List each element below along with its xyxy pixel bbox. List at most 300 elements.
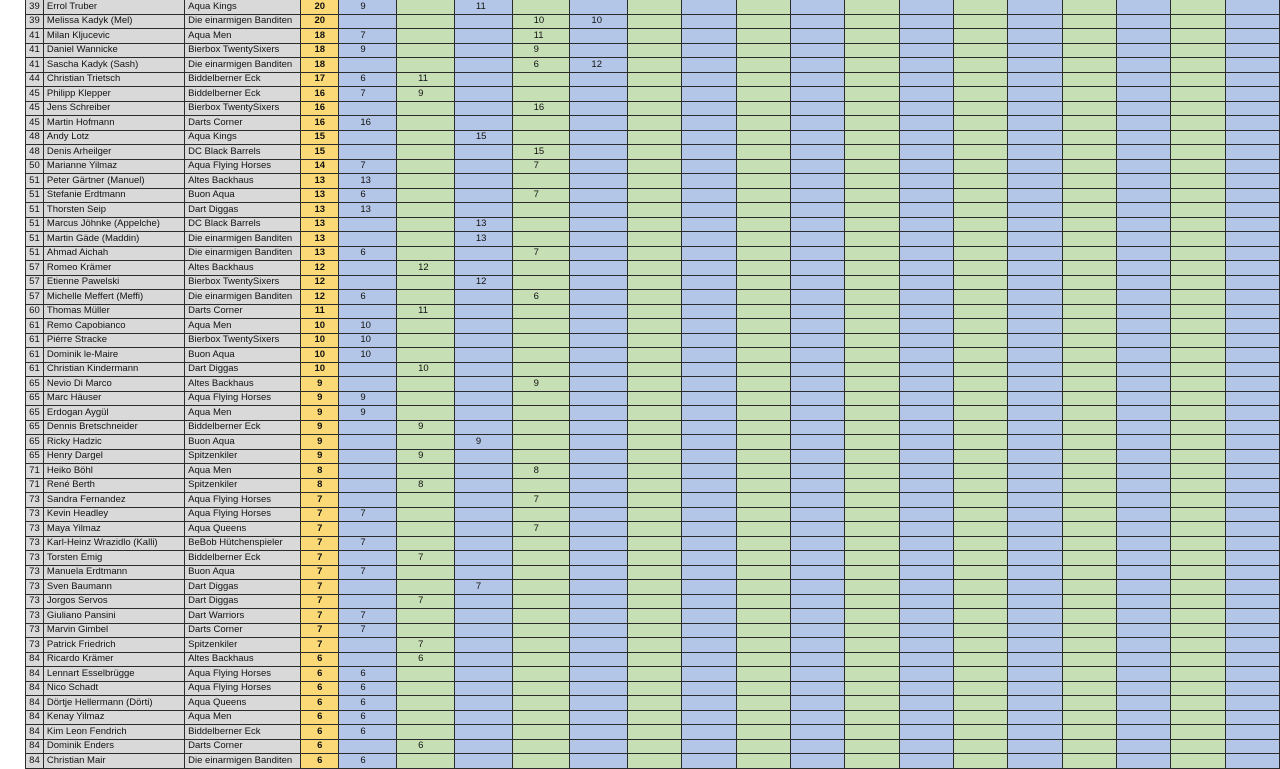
round-score-cell[interactable]: [397, 174, 455, 189]
team-cell[interactable]: Darts Corner: [185, 739, 301, 754]
round-score-cell[interactable]: [1225, 130, 1279, 145]
round-score-cell[interactable]: 11: [397, 304, 455, 319]
round-score-cell[interactable]: [628, 290, 682, 305]
rank-cell[interactable]: 61: [26, 362, 44, 377]
round-score-cell[interactable]: [1062, 217, 1116, 232]
round-score-cell[interactable]: [1116, 261, 1170, 276]
round-score-cell[interactable]: [682, 406, 736, 421]
rank-cell[interactable]: 51: [26, 246, 44, 261]
round-score-cell[interactable]: [954, 174, 1008, 189]
rank-cell[interactable]: 84: [26, 696, 44, 711]
round-score-cell[interactable]: [628, 333, 682, 348]
rank-cell[interactable]: 65: [26, 377, 44, 392]
round-score-cell[interactable]: [954, 652, 1008, 667]
team-cell[interactable]: Biddelberner Eck: [185, 87, 301, 102]
round-score-cell[interactable]: 10: [339, 348, 397, 363]
round-score-cell[interactable]: [791, 594, 845, 609]
round-score-cell[interactable]: 6: [339, 290, 397, 305]
round-score-cell[interactable]: [954, 304, 1008, 319]
round-score-cell[interactable]: [628, 449, 682, 464]
total-points-cell[interactable]: 6: [301, 667, 339, 682]
round-score-cell[interactable]: [1171, 710, 1225, 725]
round-score-cell[interactable]: [397, 565, 455, 580]
total-points-cell[interactable]: 12: [301, 261, 339, 276]
player-name-cell[interactable]: Melissa Kadyk (Mel): [43, 14, 184, 29]
round-score-cell[interactable]: [570, 145, 628, 160]
round-score-cell[interactable]: [954, 348, 1008, 363]
round-score-cell[interactable]: [339, 478, 397, 493]
round-score-cell[interactable]: [1225, 739, 1279, 754]
round-score-cell[interactable]: [954, 536, 1008, 551]
round-score-cell[interactable]: [1116, 696, 1170, 711]
round-score-cell[interactable]: [1225, 391, 1279, 406]
round-score-cell[interactable]: [791, 362, 845, 377]
round-score-cell[interactable]: [628, 304, 682, 319]
round-score-cell[interactable]: [570, 725, 628, 740]
round-score-cell[interactable]: [1225, 638, 1279, 653]
round-score-cell[interactable]: [570, 87, 628, 102]
round-score-cell[interactable]: [791, 435, 845, 450]
total-points-cell[interactable]: 7: [301, 580, 339, 595]
round-score-cell[interactable]: [628, 464, 682, 479]
round-score-cell[interactable]: [1171, 0, 1225, 14]
team-cell[interactable]: Aqua Kings: [185, 0, 301, 14]
round-score-cell[interactable]: [899, 130, 953, 145]
round-score-cell[interactable]: [454, 319, 512, 334]
round-score-cell[interactable]: [682, 754, 736, 769]
team-cell[interactable]: Aqua Queens: [185, 522, 301, 537]
total-points-cell[interactable]: 6: [301, 725, 339, 740]
round-score-cell[interactable]: [1062, 14, 1116, 29]
team-cell[interactable]: Biddelberner Eck: [185, 551, 301, 566]
round-score-cell[interactable]: [845, 87, 899, 102]
rank-cell[interactable]: 51: [26, 232, 44, 247]
round-score-cell[interactable]: [570, 478, 628, 493]
round-score-cell[interactable]: [845, 464, 899, 479]
total-points-cell[interactable]: 9: [301, 391, 339, 406]
round-score-cell[interactable]: [899, 696, 953, 711]
round-score-cell[interactable]: [736, 536, 790, 551]
team-cell[interactable]: DC Black Barrels: [185, 145, 301, 160]
round-score-cell[interactable]: [339, 58, 397, 73]
round-score-cell[interactable]: [682, 87, 736, 102]
round-score-cell[interactable]: [899, 275, 953, 290]
team-cell[interactable]: Bierbox TwentySixers: [185, 43, 301, 58]
player-name-cell[interactable]: Giuliano Pansini: [43, 609, 184, 624]
round-score-cell[interactable]: [1116, 377, 1170, 392]
round-score-cell[interactable]: 7: [339, 609, 397, 624]
round-score-cell[interactable]: [899, 725, 953, 740]
round-score-cell[interactable]: [628, 391, 682, 406]
round-score-cell[interactable]: [899, 304, 953, 319]
round-score-cell[interactable]: [791, 290, 845, 305]
round-score-cell[interactable]: [954, 435, 1008, 450]
round-score-cell[interactable]: [791, 319, 845, 334]
round-score-cell[interactable]: [454, 116, 512, 131]
round-score-cell[interactable]: [1062, 681, 1116, 696]
round-score-cell[interactable]: [845, 101, 899, 116]
round-score-cell[interactable]: [736, 493, 790, 508]
round-score-cell[interactable]: 7: [339, 565, 397, 580]
round-score-cell[interactable]: [570, 420, 628, 435]
round-score-cell[interactable]: [1171, 478, 1225, 493]
round-score-cell[interactable]: [570, 72, 628, 87]
round-score-cell[interactable]: [1225, 464, 1279, 479]
round-score-cell[interactable]: [570, 348, 628, 363]
round-score-cell[interactable]: [570, 188, 628, 203]
round-score-cell[interactable]: [1225, 536, 1279, 551]
round-score-cell[interactable]: 7: [339, 623, 397, 638]
round-score-cell[interactable]: [1171, 72, 1225, 87]
total-points-cell[interactable]: 15: [301, 130, 339, 145]
round-score-cell[interactable]: 11: [397, 72, 455, 87]
round-score-cell[interactable]: [736, 522, 790, 537]
round-score-cell[interactable]: [954, 72, 1008, 87]
round-score-cell[interactable]: [1116, 29, 1170, 44]
round-score-cell[interactable]: [454, 261, 512, 276]
round-score-cell[interactable]: [512, 652, 570, 667]
round-score-cell[interactable]: [845, 58, 899, 73]
round-score-cell[interactable]: [682, 580, 736, 595]
round-score-cell[interactable]: [845, 667, 899, 682]
round-score-cell[interactable]: [845, 116, 899, 131]
round-score-cell[interactable]: [628, 536, 682, 551]
round-score-cell[interactable]: [570, 290, 628, 305]
round-score-cell[interactable]: [682, 29, 736, 44]
round-score-cell[interactable]: [899, 449, 953, 464]
round-score-cell[interactable]: [628, 580, 682, 595]
round-score-cell[interactable]: [791, 0, 845, 14]
round-score-cell[interactable]: [1171, 101, 1225, 116]
player-name-cell[interactable]: Sascha Kadyk (Sash): [43, 58, 184, 73]
round-score-cell[interactable]: [682, 391, 736, 406]
round-score-cell[interactable]: 12: [454, 275, 512, 290]
player-name-cell[interactable]: Kevin Headley: [43, 507, 184, 522]
round-score-cell[interactable]: [736, 101, 790, 116]
round-score-cell[interactable]: [339, 652, 397, 667]
round-score-cell[interactable]: [454, 681, 512, 696]
rank-cell[interactable]: 84: [26, 681, 44, 696]
round-score-cell[interactable]: [1171, 362, 1225, 377]
round-score-cell[interactable]: [1171, 551, 1225, 566]
total-points-cell[interactable]: 13: [301, 246, 339, 261]
round-score-cell[interactable]: [1171, 261, 1225, 276]
round-score-cell[interactable]: [1116, 754, 1170, 769]
round-score-cell[interactable]: [339, 362, 397, 377]
round-score-cell[interactable]: [954, 754, 1008, 769]
round-score-cell[interactable]: [454, 43, 512, 58]
round-score-cell[interactable]: [1062, 667, 1116, 682]
round-score-cell[interactable]: [1116, 435, 1170, 450]
round-score-cell[interactable]: [845, 435, 899, 450]
round-score-cell[interactable]: 7: [512, 522, 570, 537]
round-score-cell[interactable]: [1116, 507, 1170, 522]
round-score-cell[interactable]: [736, 58, 790, 73]
round-score-cell[interactable]: [512, 638, 570, 653]
team-cell[interactable]: Biddelberner Eck: [185, 420, 301, 435]
round-score-cell[interactable]: [736, 580, 790, 595]
round-score-cell[interactable]: [682, 0, 736, 14]
round-score-cell[interactable]: [736, 159, 790, 174]
round-score-cell[interactable]: [1225, 261, 1279, 276]
team-cell[interactable]: Buon Aqua: [185, 565, 301, 580]
round-score-cell[interactable]: 6: [397, 739, 455, 754]
round-score-cell[interactable]: [1225, 710, 1279, 725]
rank-cell[interactable]: 84: [26, 667, 44, 682]
round-score-cell[interactable]: [1008, 217, 1062, 232]
round-score-cell[interactable]: [1171, 203, 1225, 218]
round-score-cell[interactable]: [791, 377, 845, 392]
round-score-cell[interactable]: [1008, 580, 1062, 595]
round-score-cell[interactable]: 7: [512, 246, 570, 261]
round-score-cell[interactable]: [899, 565, 953, 580]
round-score-cell[interactable]: [1062, 72, 1116, 87]
round-score-cell[interactable]: [512, 696, 570, 711]
team-cell[interactable]: Buon Aqua: [185, 435, 301, 450]
total-points-cell[interactable]: 13: [301, 232, 339, 247]
round-score-cell[interactable]: [899, 551, 953, 566]
team-cell[interactable]: Altes Backhaus: [185, 174, 301, 189]
round-score-cell[interactable]: [899, 159, 953, 174]
team-cell[interactable]: Die einarmigen Banditen: [185, 58, 301, 73]
total-points-cell[interactable]: 13: [301, 203, 339, 218]
player-name-cell[interactable]: Heiko Böhl: [43, 464, 184, 479]
round-score-cell[interactable]: [1116, 638, 1170, 653]
round-score-cell[interactable]: [397, 319, 455, 334]
rank-cell[interactable]: 73: [26, 609, 44, 624]
round-score-cell[interactable]: [454, 101, 512, 116]
round-score-cell[interactable]: [1008, 203, 1062, 218]
round-score-cell[interactable]: [339, 739, 397, 754]
player-name-cell[interactable]: Jorgos Servos: [43, 594, 184, 609]
round-score-cell[interactable]: [570, 449, 628, 464]
round-score-cell[interactable]: [791, 522, 845, 537]
round-score-cell[interactable]: [1171, 188, 1225, 203]
round-score-cell[interactable]: [1062, 159, 1116, 174]
round-score-cell[interactable]: [845, 391, 899, 406]
round-score-cell[interactable]: [736, 739, 790, 754]
total-points-cell[interactable]: 8: [301, 464, 339, 479]
total-points-cell[interactable]: 7: [301, 623, 339, 638]
round-score-cell[interactable]: [628, 565, 682, 580]
round-score-cell[interactable]: [736, 377, 790, 392]
round-score-cell[interactable]: 7: [512, 159, 570, 174]
round-score-cell[interactable]: 13: [454, 232, 512, 247]
round-score-cell[interactable]: [899, 116, 953, 131]
round-score-cell[interactable]: [1116, 580, 1170, 595]
round-score-cell[interactable]: [791, 87, 845, 102]
round-score-cell[interactable]: [954, 87, 1008, 102]
round-score-cell[interactable]: [845, 565, 899, 580]
round-score-cell[interactable]: [628, 420, 682, 435]
round-score-cell[interactable]: [512, 739, 570, 754]
round-score-cell[interactable]: [1225, 377, 1279, 392]
round-score-cell[interactable]: [1171, 333, 1225, 348]
round-score-cell[interactable]: [397, 580, 455, 595]
round-score-cell[interactable]: [1062, 333, 1116, 348]
round-score-cell[interactable]: [682, 565, 736, 580]
round-score-cell[interactable]: [1225, 116, 1279, 131]
team-cell[interactable]: Darts Corner: [185, 623, 301, 638]
round-score-cell[interactable]: [682, 522, 736, 537]
round-score-cell[interactable]: [397, 348, 455, 363]
round-score-cell[interactable]: [899, 536, 953, 551]
total-points-cell[interactable]: 12: [301, 290, 339, 305]
round-score-cell[interactable]: [736, 130, 790, 145]
round-score-cell[interactable]: [628, 145, 682, 160]
round-score-cell[interactable]: 11: [512, 29, 570, 44]
round-score-cell[interactable]: [682, 667, 736, 682]
round-score-cell[interactable]: [1008, 623, 1062, 638]
round-score-cell[interactable]: [954, 29, 1008, 44]
round-score-cell[interactable]: [682, 362, 736, 377]
round-score-cell[interactable]: [682, 638, 736, 653]
round-score-cell[interactable]: [1062, 101, 1116, 116]
round-score-cell[interactable]: [454, 14, 512, 29]
round-score-cell[interactable]: [1171, 217, 1225, 232]
round-score-cell[interactable]: [339, 594, 397, 609]
round-score-cell[interactable]: [397, 217, 455, 232]
player-name-cell[interactable]: Remo Capobianco: [43, 319, 184, 334]
round-score-cell[interactable]: [454, 449, 512, 464]
round-score-cell[interactable]: [736, 638, 790, 653]
round-score-cell[interactable]: 8: [397, 478, 455, 493]
round-score-cell[interactable]: [628, 72, 682, 87]
round-score-cell[interactable]: [512, 203, 570, 218]
round-score-cell[interactable]: [736, 217, 790, 232]
player-name-cell[interactable]: Etienne Pawelski: [43, 275, 184, 290]
round-score-cell[interactable]: [397, 29, 455, 44]
round-score-cell[interactable]: [954, 580, 1008, 595]
player-name-cell[interactable]: Denis Arheilger: [43, 145, 184, 160]
round-score-cell[interactable]: [1008, 652, 1062, 667]
round-score-cell[interactable]: [791, 739, 845, 754]
round-score-cell[interactable]: [1116, 217, 1170, 232]
round-score-cell[interactable]: [954, 275, 1008, 290]
round-score-cell[interactable]: [1008, 14, 1062, 29]
round-score-cell[interactable]: 13: [339, 203, 397, 218]
round-score-cell[interactable]: [1008, 551, 1062, 566]
round-score-cell[interactable]: [570, 406, 628, 421]
round-score-cell[interactable]: [954, 739, 1008, 754]
rank-cell[interactable]: 41: [26, 58, 44, 73]
round-score-cell[interactable]: [628, 348, 682, 363]
round-score-cell[interactable]: [1116, 565, 1170, 580]
round-score-cell[interactable]: [570, 435, 628, 450]
round-score-cell[interactable]: [628, 116, 682, 131]
player-name-cell[interactable]: Sven Baumann: [43, 580, 184, 595]
round-score-cell[interactable]: [682, 145, 736, 160]
total-points-cell[interactable]: 7: [301, 565, 339, 580]
round-score-cell[interactable]: [1008, 710, 1062, 725]
round-score-cell[interactable]: [682, 348, 736, 363]
round-score-cell[interactable]: [454, 159, 512, 174]
round-score-cell[interactable]: 12: [397, 261, 455, 276]
round-score-cell[interactable]: [899, 507, 953, 522]
round-score-cell[interactable]: [954, 319, 1008, 334]
round-score-cell[interactable]: [899, 667, 953, 682]
round-score-cell[interactable]: [1116, 362, 1170, 377]
round-score-cell[interactable]: [899, 43, 953, 58]
round-score-cell[interactable]: [397, 0, 455, 14]
player-name-cell[interactable]: Nico Schadt: [43, 681, 184, 696]
round-score-cell[interactable]: [1008, 725, 1062, 740]
round-score-cell[interactable]: [682, 130, 736, 145]
round-score-cell[interactable]: [1062, 493, 1116, 508]
round-score-cell[interactable]: [1116, 594, 1170, 609]
round-score-cell[interactable]: [1008, 232, 1062, 247]
round-score-cell[interactable]: [1225, 362, 1279, 377]
round-score-cell[interactable]: [736, 725, 790, 740]
round-score-cell[interactable]: [628, 681, 682, 696]
round-score-cell[interactable]: [1171, 145, 1225, 160]
total-points-cell[interactable]: 9: [301, 406, 339, 421]
round-score-cell[interactable]: [1008, 362, 1062, 377]
round-score-cell[interactable]: [682, 681, 736, 696]
round-score-cell[interactable]: [1062, 0, 1116, 14]
round-score-cell[interactable]: [339, 551, 397, 566]
round-score-cell[interactable]: [682, 203, 736, 218]
round-score-cell[interactable]: [570, 551, 628, 566]
round-score-cell[interactable]: 7: [397, 551, 455, 566]
round-score-cell[interactable]: [397, 377, 455, 392]
player-name-cell[interactable]: Ricardo Krämer: [43, 652, 184, 667]
round-score-cell[interactable]: [1116, 290, 1170, 305]
round-score-cell[interactable]: [397, 391, 455, 406]
round-score-cell[interactable]: [899, 652, 953, 667]
round-score-cell[interactable]: [339, 493, 397, 508]
round-score-cell[interactable]: [512, 536, 570, 551]
round-score-cell[interactable]: [512, 667, 570, 682]
round-score-cell[interactable]: [454, 739, 512, 754]
round-score-cell[interactable]: 15: [512, 145, 570, 160]
team-cell[interactable]: Dart Diggas: [185, 203, 301, 218]
round-score-cell[interactable]: [628, 696, 682, 711]
round-score-cell[interactable]: [845, 522, 899, 537]
round-score-cell[interactable]: [1225, 246, 1279, 261]
round-score-cell[interactable]: [791, 493, 845, 508]
team-cell[interactable]: Aqua Flying Horses: [185, 507, 301, 522]
round-score-cell[interactable]: [1225, 333, 1279, 348]
team-cell[interactable]: Die einarmigen Banditen: [185, 14, 301, 29]
round-score-cell[interactable]: [899, 87, 953, 102]
total-points-cell[interactable]: 7: [301, 594, 339, 609]
round-score-cell[interactable]: [397, 522, 455, 537]
round-score-cell[interactable]: [339, 638, 397, 653]
round-score-cell[interactable]: [845, 304, 899, 319]
round-score-cell[interactable]: [845, 377, 899, 392]
round-score-cell[interactable]: [397, 116, 455, 131]
total-points-cell[interactable]: 16: [301, 116, 339, 131]
round-score-cell[interactable]: [1116, 58, 1170, 73]
team-cell[interactable]: Aqua Men: [185, 710, 301, 725]
round-score-cell[interactable]: [954, 667, 1008, 682]
round-score-cell[interactable]: [791, 217, 845, 232]
round-score-cell[interactable]: [570, 319, 628, 334]
player-name-cell[interactable]: Sandra Fernandez: [43, 493, 184, 508]
round-score-cell[interactable]: 9: [339, 43, 397, 58]
round-score-cell[interactable]: [899, 522, 953, 537]
round-score-cell[interactable]: [512, 420, 570, 435]
round-score-cell[interactable]: [954, 420, 1008, 435]
round-score-cell[interactable]: [1225, 174, 1279, 189]
round-score-cell[interactable]: [1062, 464, 1116, 479]
rank-cell[interactable]: 65: [26, 420, 44, 435]
round-score-cell[interactable]: [682, 478, 736, 493]
round-score-cell[interactable]: [628, 232, 682, 247]
round-score-cell[interactable]: [512, 275, 570, 290]
round-score-cell[interactable]: [1116, 101, 1170, 116]
